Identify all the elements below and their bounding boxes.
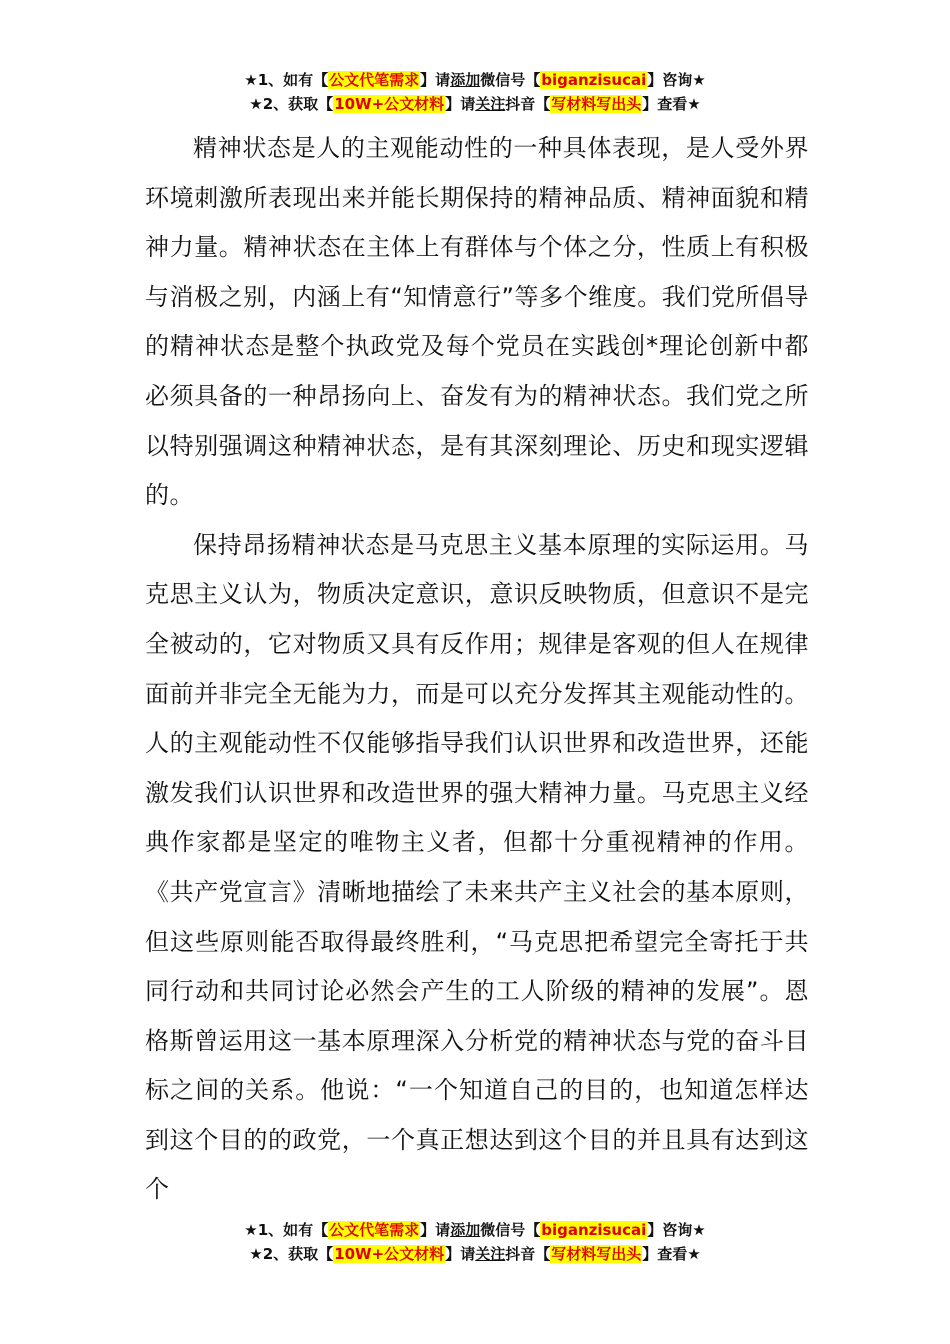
banner-text: ★2、获取【 — [249, 1245, 334, 1263]
underlined-follow: 关注 — [475, 1245, 506, 1263]
banner-line-2 — [0, 92, 950, 116]
banner-line-2 — [0, 1242, 950, 1266]
banner-text: 】请 — [420, 71, 451, 89]
highlight-materials: 10W+公文材料 — [334, 1245, 445, 1263]
header-banner — [0, 68, 950, 116]
banner-text: 】咨询★ — [647, 71, 706, 89]
highlight-douyin-account: 写材料写出头 — [551, 1245, 642, 1263]
banner-text: 抖音【 — [505, 1245, 551, 1263]
highlight-douyin-account: 写材料写出头 — [551, 95, 642, 113]
paragraph-1: 精神状态是人的主观能动性的一种具体表现，是人受外界环境刺激所表现出来并能长期保持的精神品质、精神面貌和精神力量。精神状态在主体上有群体与个体之分，性质上有积极与消极之别，内涵上有“知情意行”等多个维度。我们党所倡导的精神状态是整个执政党及每个党员在实践创*理论创新中都必须具备的一种昂扬向上、奋发有为的精神状态。我们党之所以特别强调这种精神状态，是有其深刻理论、历史和现实逻辑的。 — [145, 134, 809, 510]
banner-text: ★2、获取【 — [249, 95, 334, 113]
underlined-follow: 关注 — [475, 95, 506, 113]
banner-text: 】咨询★ — [647, 1221, 706, 1239]
paragraph-2: 保持昂扬精神状态是马克思主义基本原理的实际运用。马克思主义认为，物质决定意识，意识反映物质，但意识不是完全被动的，它对物质又具有反作用；规律是客观的但人在规律面前并非完全无能为力，而是可以充分发挥其主观能动性的。人的主观能动性不仅能够指导我们认识世界和改造世界，还能激发我们认识世界和改造世界的强大精神力量。马克思主义经典作家都是坚定的唯物主义者，但都十分重视精神的作用。《共产党宣言》清晰地描绘了未来共产主义社会的基本原则，但这些原则能否取得最终胜利，“马克思把希望完全寄托于共同行动和共同讨论必然会产生的工人阶级的精神的发展”。恩格斯曾运用这一基本原理深入分析党的精神状态与党的奋斗目标之间的关系。他说：“一个知道自己的目的，也知道怎样达到这个目的的政党，一个真正想达到这个目的并且具有达到这个 — [145, 530, 809, 1204]
highlight-service: 公文代笔需求 — [329, 71, 420, 89]
banner-text: ★1、如有【 — [244, 71, 329, 89]
banner-text: 微信号【 — [480, 1221, 541, 1239]
banner-text: 抖音【 — [505, 95, 551, 113]
banner-text: 微信号【 — [480, 71, 541, 89]
highlight-materials: 10W+公文材料 — [334, 95, 445, 113]
banner-line-1 — [0, 68, 950, 92]
banner-text: 】请 — [445, 1245, 476, 1263]
banner-text: 】请 — [420, 1221, 451, 1239]
underlined-add: 添加 — [450, 71, 481, 89]
banner-text: 】请 — [445, 95, 476, 113]
highlight-wechat-id: biganzisucai — [541, 1221, 647, 1239]
highlight-wechat-id: biganzisucai — [541, 71, 647, 89]
banner-text: ★1、如有【 — [244, 1221, 329, 1239]
banner-text: 】查看★ — [642, 95, 701, 113]
highlight-service: 公文代笔需求 — [329, 1221, 420, 1239]
document-body — [145, 124, 809, 1215]
footer-banner — [0, 1218, 950, 1266]
banner-text: 】查看★ — [642, 1245, 701, 1263]
underlined-add: 添加 — [450, 1221, 481, 1239]
banner-line-1 — [0, 1218, 950, 1242]
